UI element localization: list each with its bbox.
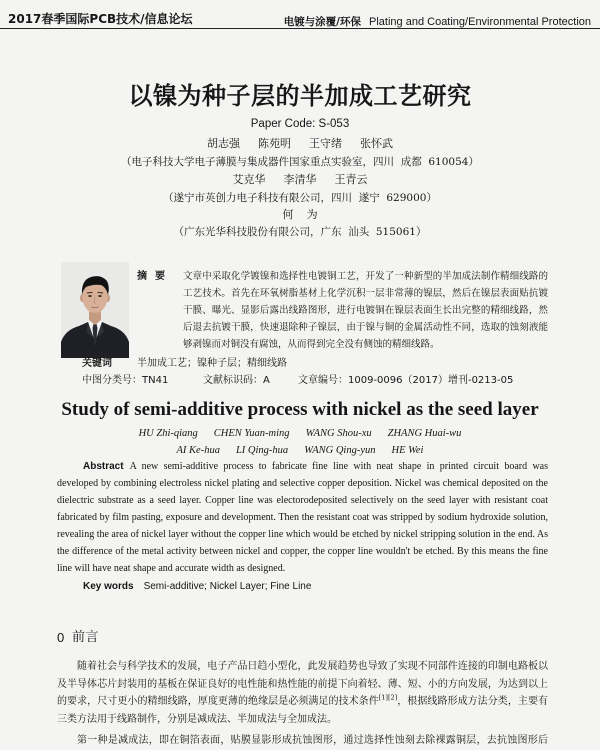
right-eyebrow — [98, 292, 104, 293]
paper-title-en: Study of semi-additive process with nickel as the seed layer — [61, 399, 539, 420]
keywords-en-label: Key words — [83, 581, 134, 592]
body-text: ，根据线路形成方法分类，主要有三类方法用于线路制作，分别是减成法、半加成法与全加成法。 — [57, 696, 549, 725]
abstract-en — [57, 458, 548, 577]
keywords-cn-text: 半加成工艺；镍种子层；精细线路 — [137, 358, 287, 369]
author-name-en: CHEN Yuan-ming — [213, 428, 290, 439]
affiliation-1: （电子科技大学电子薄膜与集成器件国家重点实验室，四川 成都 610054） — [121, 156, 479, 168]
section-title: 前言 — [72, 630, 100, 645]
author-name-en: HE Wei — [391, 445, 424, 456]
running-header-left: 2017春季国际PCB技术/信息论坛 — [8, 12, 193, 26]
abstract-cn-text: 文章中采取化学镀镍和选择性电镀铜工艺，开发了一种新型的半加成法制作精细线路的工艺技术。首先在环氧树脂基材上化学沉积一层非常薄的镍层，然后在镍层表面贴抗镀干膜、曝光、显影后露出线路图形，进行电镀铜在镍层表面生长出完整的精细线路，然后退去抗镀干膜，快速退除种子镍层，由于镍与铜的金属活动性不同，选取的蚀刻液能够剥镍而对铜没有腐蚀，从而得到完全没有侧蚀的精细线路。 — [183, 271, 548, 350]
section-number: 0 — [57, 630, 65, 645]
author-name-en: LI Qing-hua — [235, 445, 289, 456]
abstract-cn-label: 摘要 — [137, 271, 173, 282]
running-header-section-cn: 电镀与涂覆/环保 — [283, 16, 362, 28]
abstract-en-label: Abstract — [83, 461, 124, 472]
author-name: 李清华 — [283, 173, 317, 186]
running-header-section-en: Plating and Coating/Environmental Protection — [369, 16, 591, 28]
author-name-en: WANG Qing-yun — [304, 445, 376, 456]
author-names-group-1 — [0, 137, 600, 151]
author-names-en-line-2 — [0, 444, 600, 458]
keywords-cn-label: 关键词 — [82, 358, 112, 369]
document-code: 文献标识码：A — [203, 375, 270, 386]
body-paragraph-1 — [57, 658, 548, 728]
article-number: 文章编号：1009-0096（2017）增刊-0213-05 — [298, 375, 514, 386]
author-name: 陈苑明 — [258, 137, 291, 150]
author-name: 张怀武 — [360, 137, 393, 150]
right-eye — [98, 295, 102, 297]
body-paragraph-2: 第一种是减成法，即在铜箔表面，贴膜显影形成抗蚀图形，通过选择性蚀刻去除裸露铜层，去抗蚀图形后 — [77, 735, 548, 746]
author-name: 王守绪 — [309, 137, 342, 150]
author-name-en: HU Zhi-qiang — [138, 428, 198, 439]
author-names-en-line-1 — [0, 427, 600, 441]
author-name: 胡志强 — [207, 137, 240, 150]
author-name: 王青云 — [334, 173, 368, 186]
keywords-en — [83, 579, 311, 594]
keywords-en-text: Semi-additive; Nickel Layer; Fine Line — [143, 581, 312, 592]
clc-number: 中图分类号：TN41 — [82, 375, 169, 386]
citation-marker: [1][2] — [378, 693, 398, 702]
author-name: 艾克华 — [232, 173, 266, 186]
affiliation-3: （广东光华科技股份有限公司，广东 汕头 515061） — [173, 226, 427, 238]
left-eye — [88, 295, 92, 297]
author-names-group-2 — [0, 173, 600, 187]
author-name-en: AI Ke-hua — [176, 445, 220, 456]
body-text: 随着社会与科学技术的发展，电子产品日趋小型化，此发展趋势也导致了实现不同部件连接的印制电路板以及半导体芯片封装用的基板在保证良好的电性能和热性能的前提下向着轻、薄、短、小的方向发展，为达到以上的要求，尺寸更小的精细线路，厚度更薄的绝缘层是必须满足的技术条件 — [57, 661, 548, 707]
paper-code: Paper Code: S-053 — [250, 118, 350, 130]
header-rule — [0, 28, 600, 29]
affiliation-2: （遂宁市英创力电子科技有限公司，四川 遂宁 629000） — [163, 192, 437, 204]
author-photo — [61, 262, 129, 358]
paper-title-cn: 以镍为种子层的半加成工艺研究 — [128, 82, 472, 110]
author-name-en: WANG Shou-xu — [305, 428, 372, 439]
left-eyebrow — [87, 292, 93, 293]
author-photo-drawing — [61, 262, 129, 358]
author-name-en: ZHANG Huai-wu — [387, 428, 462, 439]
author-names-group-3 — [0, 208, 600, 222]
author-name: 何为 — [282, 208, 331, 221]
abstract-en-text: A new semi-additive process to fabricate fine line with neat shape in printed circuit board was developed by combining electroless nickel plating and selective copper deposition. Nickel was chemical deposited on the dielectric substrate as a seed layer. Copper line was electorodeposited selectively on the seed layer with resistant coat fabricated by film pasting, exposure and development. Then the resistant coat was stripped by sodium hydroxide solution, revealing the area of nickel layer without the copper line which would be etched by nickel stripping solution in the end. As the difference of the metal activity between nickel and copper, the copper line wouldn't be etched. By this means the fine line will have neat shape and accurate width as designed. — [57, 461, 548, 574]
